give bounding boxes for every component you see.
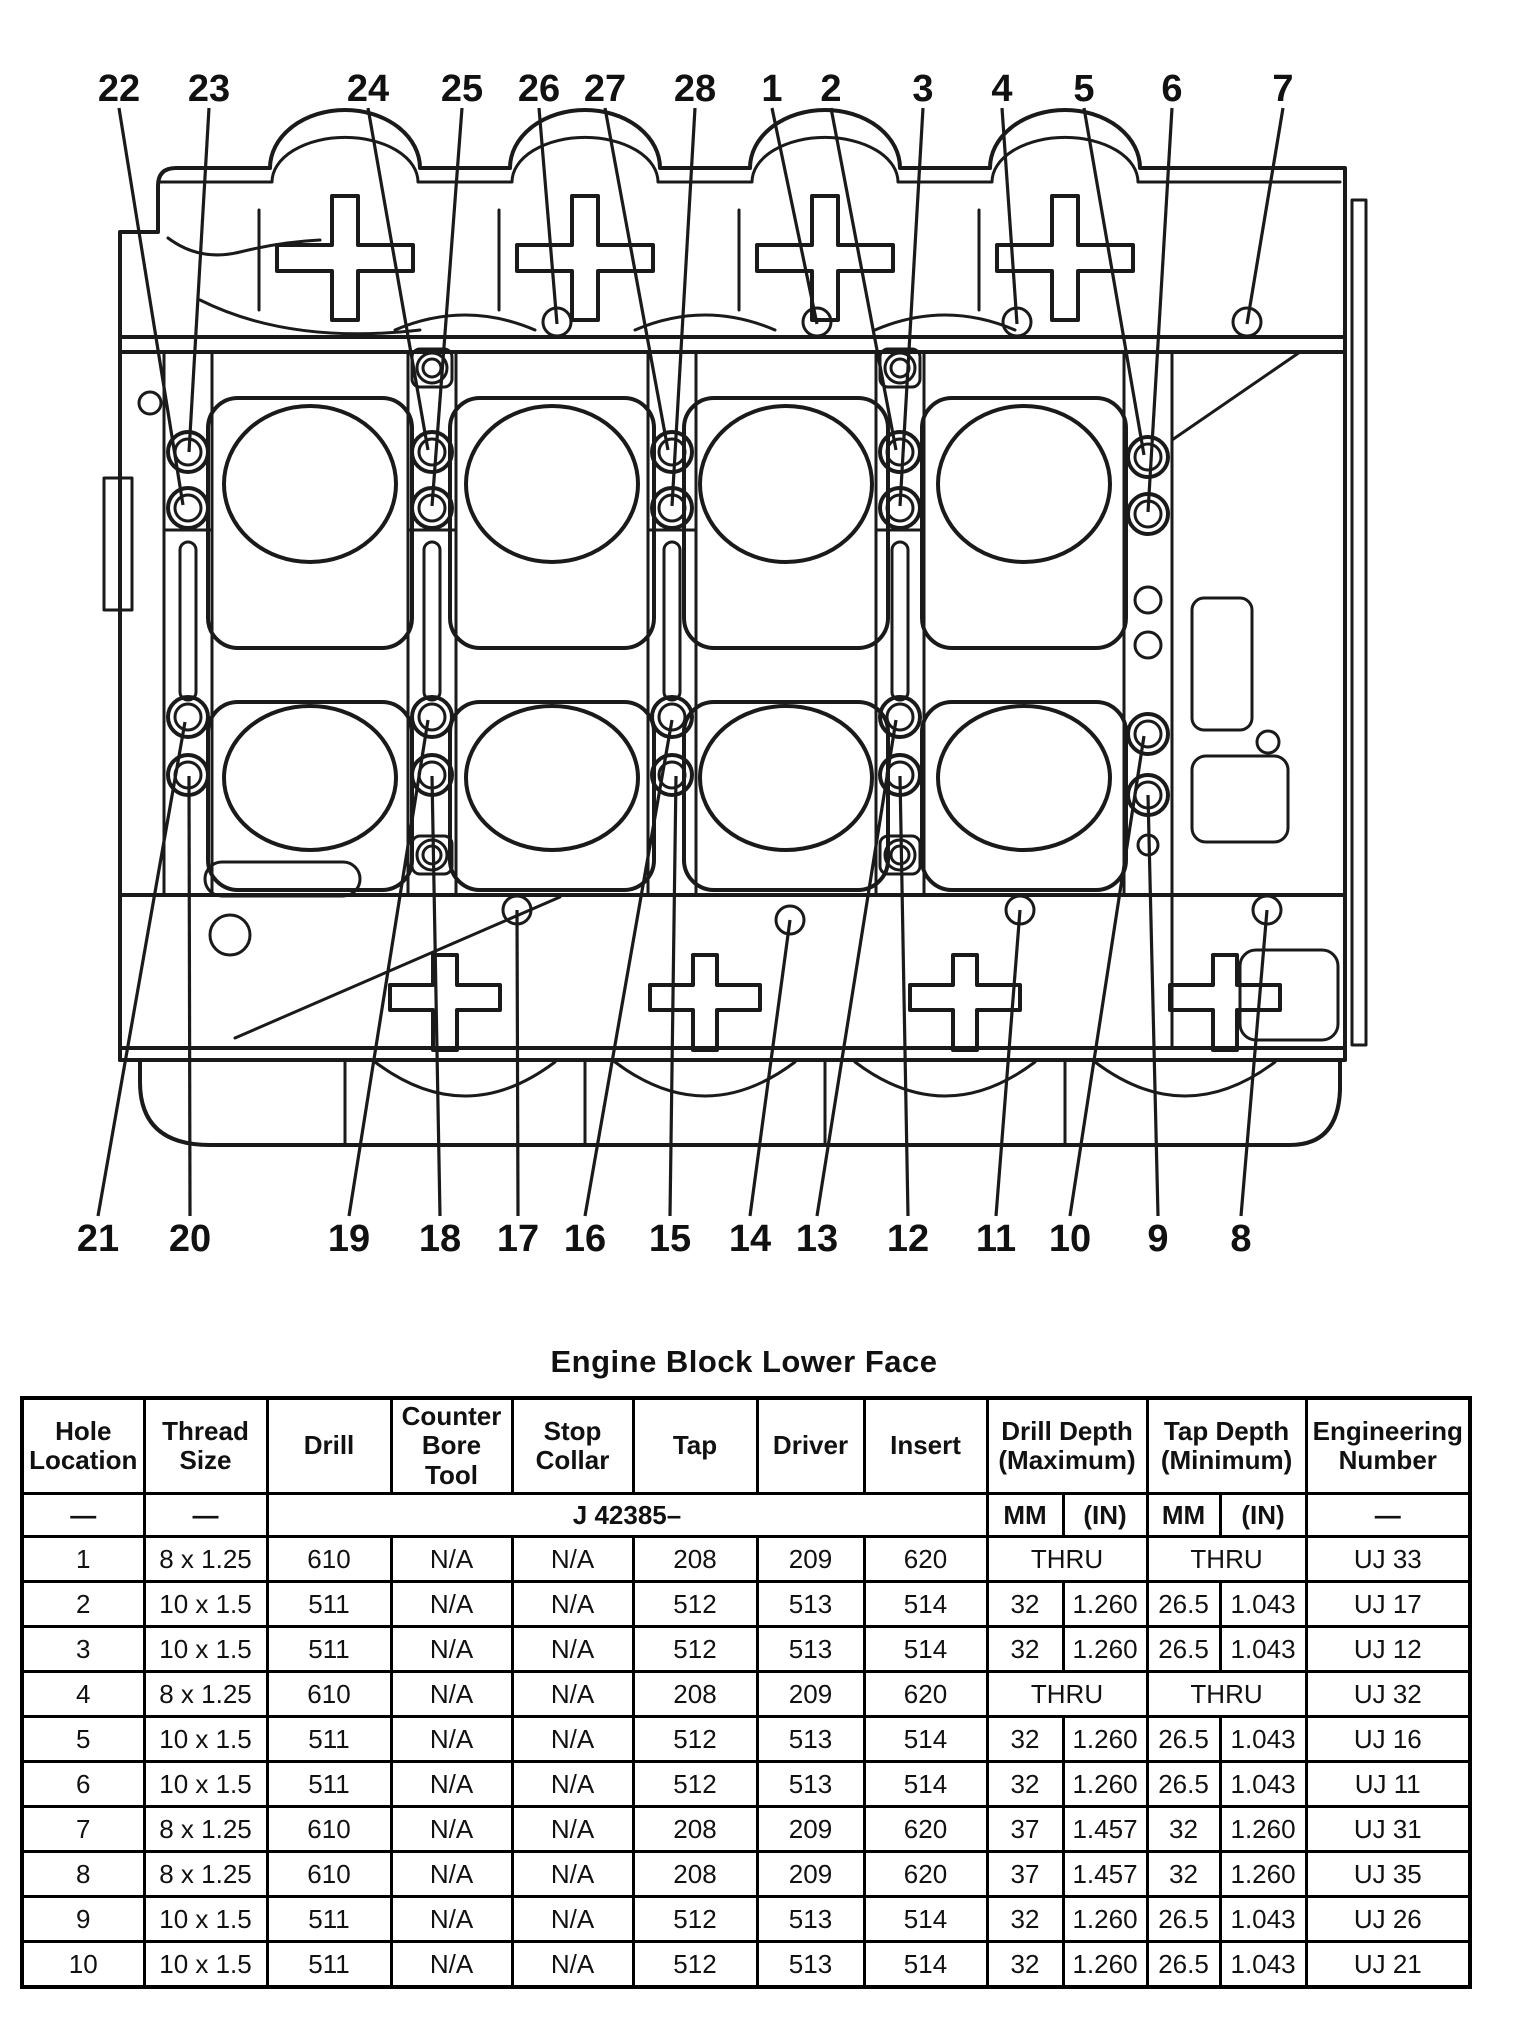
dowel-boss	[880, 349, 920, 387]
callout-label: 15	[648, 1218, 692, 1260]
top-web-band	[168, 196, 1133, 334]
callout-label: 2	[820, 68, 842, 110]
callout-leader-line	[349, 720, 428, 1216]
table-cell: N/A	[512, 1717, 633, 1762]
table-cell: N/A	[512, 1897, 633, 1942]
table-cell: 610	[267, 1672, 391, 1717]
table-cell: 26.5	[1147, 1717, 1220, 1762]
callout-label: 21	[76, 1218, 120, 1260]
callout-label: 11	[975, 1218, 1017, 1260]
table-cell: 1.043	[1220, 1762, 1306, 1807]
table-cell: N/A	[512, 1762, 633, 1807]
table-cell: 1.043	[1220, 1897, 1306, 1942]
table-cell: 513	[757, 1717, 864, 1762]
table-cell: 1.043	[1220, 1717, 1306, 1762]
callout-label: 19	[327, 1218, 371, 1260]
table-cell: 32	[987, 1717, 1063, 1762]
table-cell: 1.043	[1220, 1582, 1306, 1627]
table-cell: 26.5	[1147, 1942, 1220, 1988]
column-header-insert: Insert	[864, 1398, 987, 1494]
table-cell: 208	[633, 1852, 757, 1897]
table-cell: 8	[22, 1852, 144, 1897]
table-cell: 32	[987, 1762, 1063, 1807]
table-cell: 620	[864, 1672, 987, 1717]
table-cell: 26.5	[1147, 1582, 1220, 1627]
callout-label: 22	[97, 68, 141, 110]
callout-label: 28	[673, 68, 717, 110]
bore	[700, 406, 872, 562]
table-cell: 512	[633, 1942, 757, 1988]
table-cell: 10 x 1.5	[144, 1627, 267, 1672]
table-row	[22, 1807, 1470, 1852]
table-cell: 1.457	[1063, 1852, 1147, 1897]
callout-label: 24	[346, 68, 390, 110]
table-cell: 209	[757, 1672, 864, 1717]
table-cell: 1.043	[1220, 1942, 1306, 1988]
subheader-unit-mm: MM	[1147, 1494, 1220, 1537]
callout-label: 5	[1073, 68, 1095, 110]
table-cell: 1.043	[1220, 1627, 1306, 1672]
table-cell: 6	[22, 1762, 144, 1807]
table-cell: 8 x 1.25	[144, 1852, 267, 1897]
lower-band	[120, 862, 1345, 1145]
table-cell: 514	[864, 1897, 987, 1942]
table-cell: 513	[757, 1762, 864, 1807]
callout-label: 14	[728, 1218, 772, 1260]
table-cell: N/A	[512, 1672, 633, 1717]
table-cell: 1.260	[1063, 1942, 1147, 1988]
callout-label: 6	[1161, 68, 1183, 110]
table-cell: N/A	[391, 1897, 512, 1942]
bore	[700, 706, 872, 850]
table-cell: 3	[22, 1627, 144, 1672]
table-cell: 26.5	[1147, 1762, 1220, 1807]
callout-leader-line	[585, 720, 672, 1216]
table-cell: N/A	[391, 1627, 512, 1672]
table-row	[22, 1672, 1470, 1717]
table-cell: 610	[267, 1852, 391, 1897]
table-cell: 208	[633, 1537, 757, 1582]
table-cell: N/A	[391, 1537, 512, 1582]
block-outline	[120, 110, 1366, 1060]
bore	[938, 706, 1110, 850]
table-cell: 620	[864, 1807, 987, 1852]
subheader-cell: —	[1306, 1494, 1470, 1537]
table-row	[22, 1897, 1470, 1942]
table-cell: 26.5	[1147, 1627, 1220, 1672]
table-cell: THRU	[987, 1537, 1147, 1582]
figure-title: Engine Block Lower Face	[550, 1344, 938, 1379]
head-bolt-holes-lower	[168, 697, 1168, 815]
table-cell: 513	[757, 1897, 864, 1942]
column-header-drill-depth: Drill Depth (Maximum)	[987, 1398, 1147, 1494]
table-cell: 1.260	[1220, 1852, 1306, 1897]
callout-label: 16	[563, 1218, 607, 1260]
column-header-thread-size: Thread Size	[144, 1398, 267, 1494]
callout-leader-line	[189, 776, 190, 1216]
callout-label: 7	[1272, 68, 1294, 110]
right-bay	[1172, 352, 1338, 1040]
table-cell: 620	[864, 1537, 987, 1582]
table-cell: 511	[267, 1897, 391, 1942]
bore	[938, 406, 1110, 562]
table-cell: 32	[1147, 1852, 1220, 1897]
table-cell: 1.260	[1063, 1717, 1147, 1762]
table-cell: 512	[633, 1717, 757, 1762]
column-header-driver: Driver	[757, 1398, 864, 1494]
callout-leader-line	[996, 910, 1020, 1216]
subheader-cell: —	[22, 1494, 144, 1537]
callout-leader-line	[517, 910, 518, 1216]
table-cell: N/A	[391, 1762, 512, 1807]
subheader-unit-in: (IN)	[1063, 1494, 1147, 1537]
table-cell: UJ 21	[1306, 1942, 1470, 1988]
table-cell: 514	[864, 1582, 987, 1627]
table-cell: 208	[633, 1672, 757, 1717]
callout-leader-line	[1247, 108, 1283, 324]
callout-label: 17	[496, 1218, 540, 1260]
bore	[466, 406, 638, 562]
subheader-unit-in: (IN)	[1220, 1494, 1306, 1537]
callout-label: 12	[886, 1218, 930, 1260]
table-cell: 513	[757, 1942, 864, 1988]
subheader-unit-mm: MM	[987, 1494, 1063, 1537]
table-row	[22, 1582, 1470, 1627]
column-header-counter-bore-tool: Counter Bore Tool	[391, 1398, 512, 1494]
bore	[224, 706, 396, 850]
callout-leader-line	[817, 720, 896, 1216]
table-cell: 511	[267, 1717, 391, 1762]
subheader-cell: —	[144, 1494, 267, 1537]
callout-label: 1	[761, 68, 783, 110]
table-cell: 8 x 1.25	[144, 1807, 267, 1852]
table-cell: 209	[757, 1852, 864, 1897]
table-cell: N/A	[512, 1852, 633, 1897]
callout-label: 10	[1048, 1218, 1092, 1260]
table-cell: 9	[22, 1897, 144, 1942]
callout-label: 20	[168, 1218, 212, 1260]
table-cell: UJ 32	[1306, 1672, 1470, 1717]
table-cell: 513	[757, 1627, 864, 1672]
table-row	[22, 1942, 1470, 1988]
dowel-boss-lower	[412, 836, 920, 874]
column-slots	[180, 542, 908, 700]
table-cell: 37	[987, 1852, 1063, 1897]
dowel-boss	[412, 349, 452, 387]
right-side-plate	[1352, 200, 1366, 1045]
table-row	[22, 1537, 1470, 1582]
table-cell: 1.260	[1063, 1627, 1147, 1672]
subheader-row	[22, 1494, 1470, 1537]
callout-leader-line	[670, 776, 676, 1216]
table-cell: 7	[22, 1807, 144, 1852]
table-cell: 1	[22, 1537, 144, 1582]
table-cell: 511	[267, 1627, 391, 1672]
table-cell: 10 x 1.5	[144, 1762, 267, 1807]
table-cell: 10	[22, 1942, 144, 1988]
table-cell: 514	[864, 1717, 987, 1762]
header-row	[22, 1398, 1470, 1494]
table-cell: 512	[633, 1897, 757, 1942]
column-header-stop-collar: Stop Collar	[512, 1398, 633, 1494]
table-cell: 10 x 1.5	[144, 1582, 267, 1627]
callout-label: 4	[991, 68, 1013, 110]
table-row	[22, 1627, 1470, 1672]
table-cell: 512	[633, 1627, 757, 1672]
table-cell: 32	[987, 1942, 1063, 1988]
callout-label: 8	[1230, 1218, 1252, 1260]
table-cell: 8 x 1.25	[144, 1537, 267, 1582]
table-cell: 208	[633, 1807, 757, 1852]
table-cell: 10 x 1.5	[144, 1942, 267, 1988]
column-header-tap-depth: Tap Depth (Minimum)	[1147, 1398, 1306, 1494]
table-cell: UJ 26	[1306, 1897, 1470, 1942]
callout-label: 27	[583, 68, 627, 110]
bore	[466, 706, 638, 850]
table-cell: 511	[267, 1762, 391, 1807]
table-cell: N/A	[512, 1582, 633, 1627]
callout-label: 26	[517, 68, 561, 110]
table-cell: N/A	[512, 1537, 633, 1582]
column-header-engineering-number: Engineering Number	[1306, 1398, 1470, 1494]
table-cell: 512	[633, 1582, 757, 1627]
table-cell: 32	[1147, 1807, 1220, 1852]
callout-leader-line	[1148, 795, 1158, 1216]
table-cell: 1.260	[1063, 1897, 1147, 1942]
callout-label: 23	[187, 68, 231, 110]
table-cell: 37	[987, 1807, 1063, 1852]
bore	[224, 406, 396, 562]
table-cell: 514	[864, 1762, 987, 1807]
table-cell: 514	[864, 1627, 987, 1672]
table-body	[22, 1537, 1470, 1988]
table-cell: N/A	[512, 1942, 633, 1988]
table-cell: THRU	[1147, 1672, 1306, 1717]
table-cell: THRU	[1147, 1537, 1306, 1582]
table-cell: 5	[22, 1717, 144, 1762]
callout-label: 9	[1147, 1218, 1169, 1260]
table-row	[22, 1717, 1470, 1762]
table-cell: THRU	[987, 1672, 1147, 1717]
table-cell: 10 x 1.5	[144, 1897, 267, 1942]
callout-label: 25	[440, 68, 484, 110]
table-cell: 620	[864, 1852, 987, 1897]
table-cell: N/A	[512, 1807, 633, 1852]
column-header-hole-location: Hole Location	[22, 1398, 144, 1494]
table-cell: 514	[864, 1942, 987, 1988]
table-cell: UJ 12	[1306, 1627, 1470, 1672]
table-cell: 511	[267, 1582, 391, 1627]
table-cell: 209	[757, 1537, 864, 1582]
table-cell: N/A	[391, 1672, 512, 1717]
table-cell: N/A	[512, 1627, 633, 1672]
table-cell: UJ 16	[1306, 1717, 1470, 1762]
table-cell: 32	[987, 1627, 1063, 1672]
table-cell: 1.457	[1063, 1807, 1147, 1852]
table-cell: 8 x 1.25	[144, 1672, 267, 1717]
callout-leader-line	[189, 108, 209, 452]
table-cell: UJ 17	[1306, 1582, 1470, 1627]
callout-label: 3	[912, 68, 934, 110]
column-header-drill: Drill	[267, 1398, 391, 1494]
table-cell: 32	[987, 1582, 1063, 1627]
table-cell: N/A	[391, 1717, 512, 1762]
table-cell: UJ 33	[1306, 1537, 1470, 1582]
column-header-tap: Tap	[633, 1398, 757, 1494]
table-row	[22, 1762, 1470, 1807]
subheader-tool-family: J 42385–	[267, 1494, 987, 1537]
table-cell: 1.260	[1063, 1582, 1147, 1627]
table-cell: 2	[22, 1582, 144, 1627]
parts-table	[20, 1396, 1472, 1989]
callout-leader-line	[98, 722, 185, 1216]
callout-leader-line	[1002, 108, 1017, 324]
table-cell: 4	[22, 1672, 144, 1717]
table-cell: UJ 35	[1306, 1852, 1470, 1897]
table-cell: 513	[757, 1582, 864, 1627]
table-head	[22, 1398, 1470, 1537]
table-cell: 10 x 1.5	[144, 1717, 267, 1762]
table-cell: 610	[267, 1537, 391, 1582]
table-cell: 512	[633, 1762, 757, 1807]
table-cell: 1.260	[1220, 1807, 1306, 1852]
upper-rail	[120, 308, 1345, 387]
table-cell: N/A	[391, 1582, 512, 1627]
table-row	[22, 1852, 1470, 1897]
table-cell: UJ 11	[1306, 1762, 1470, 1807]
table-cell: N/A	[391, 1852, 512, 1897]
table-cell: N/A	[391, 1942, 512, 1988]
callout-label: 13	[795, 1218, 839, 1260]
table-cell: 26.5	[1147, 1897, 1220, 1942]
table-cell: 610	[267, 1807, 391, 1852]
table-cell: 32	[987, 1897, 1063, 1942]
table-cell: 511	[267, 1942, 391, 1988]
callout-label: 18	[418, 1218, 462, 1260]
table-cell: 1.260	[1063, 1762, 1147, 1807]
table-cell: UJ 31	[1306, 1807, 1470, 1852]
table-cell: N/A	[391, 1807, 512, 1852]
table-cell: 209	[757, 1807, 864, 1852]
